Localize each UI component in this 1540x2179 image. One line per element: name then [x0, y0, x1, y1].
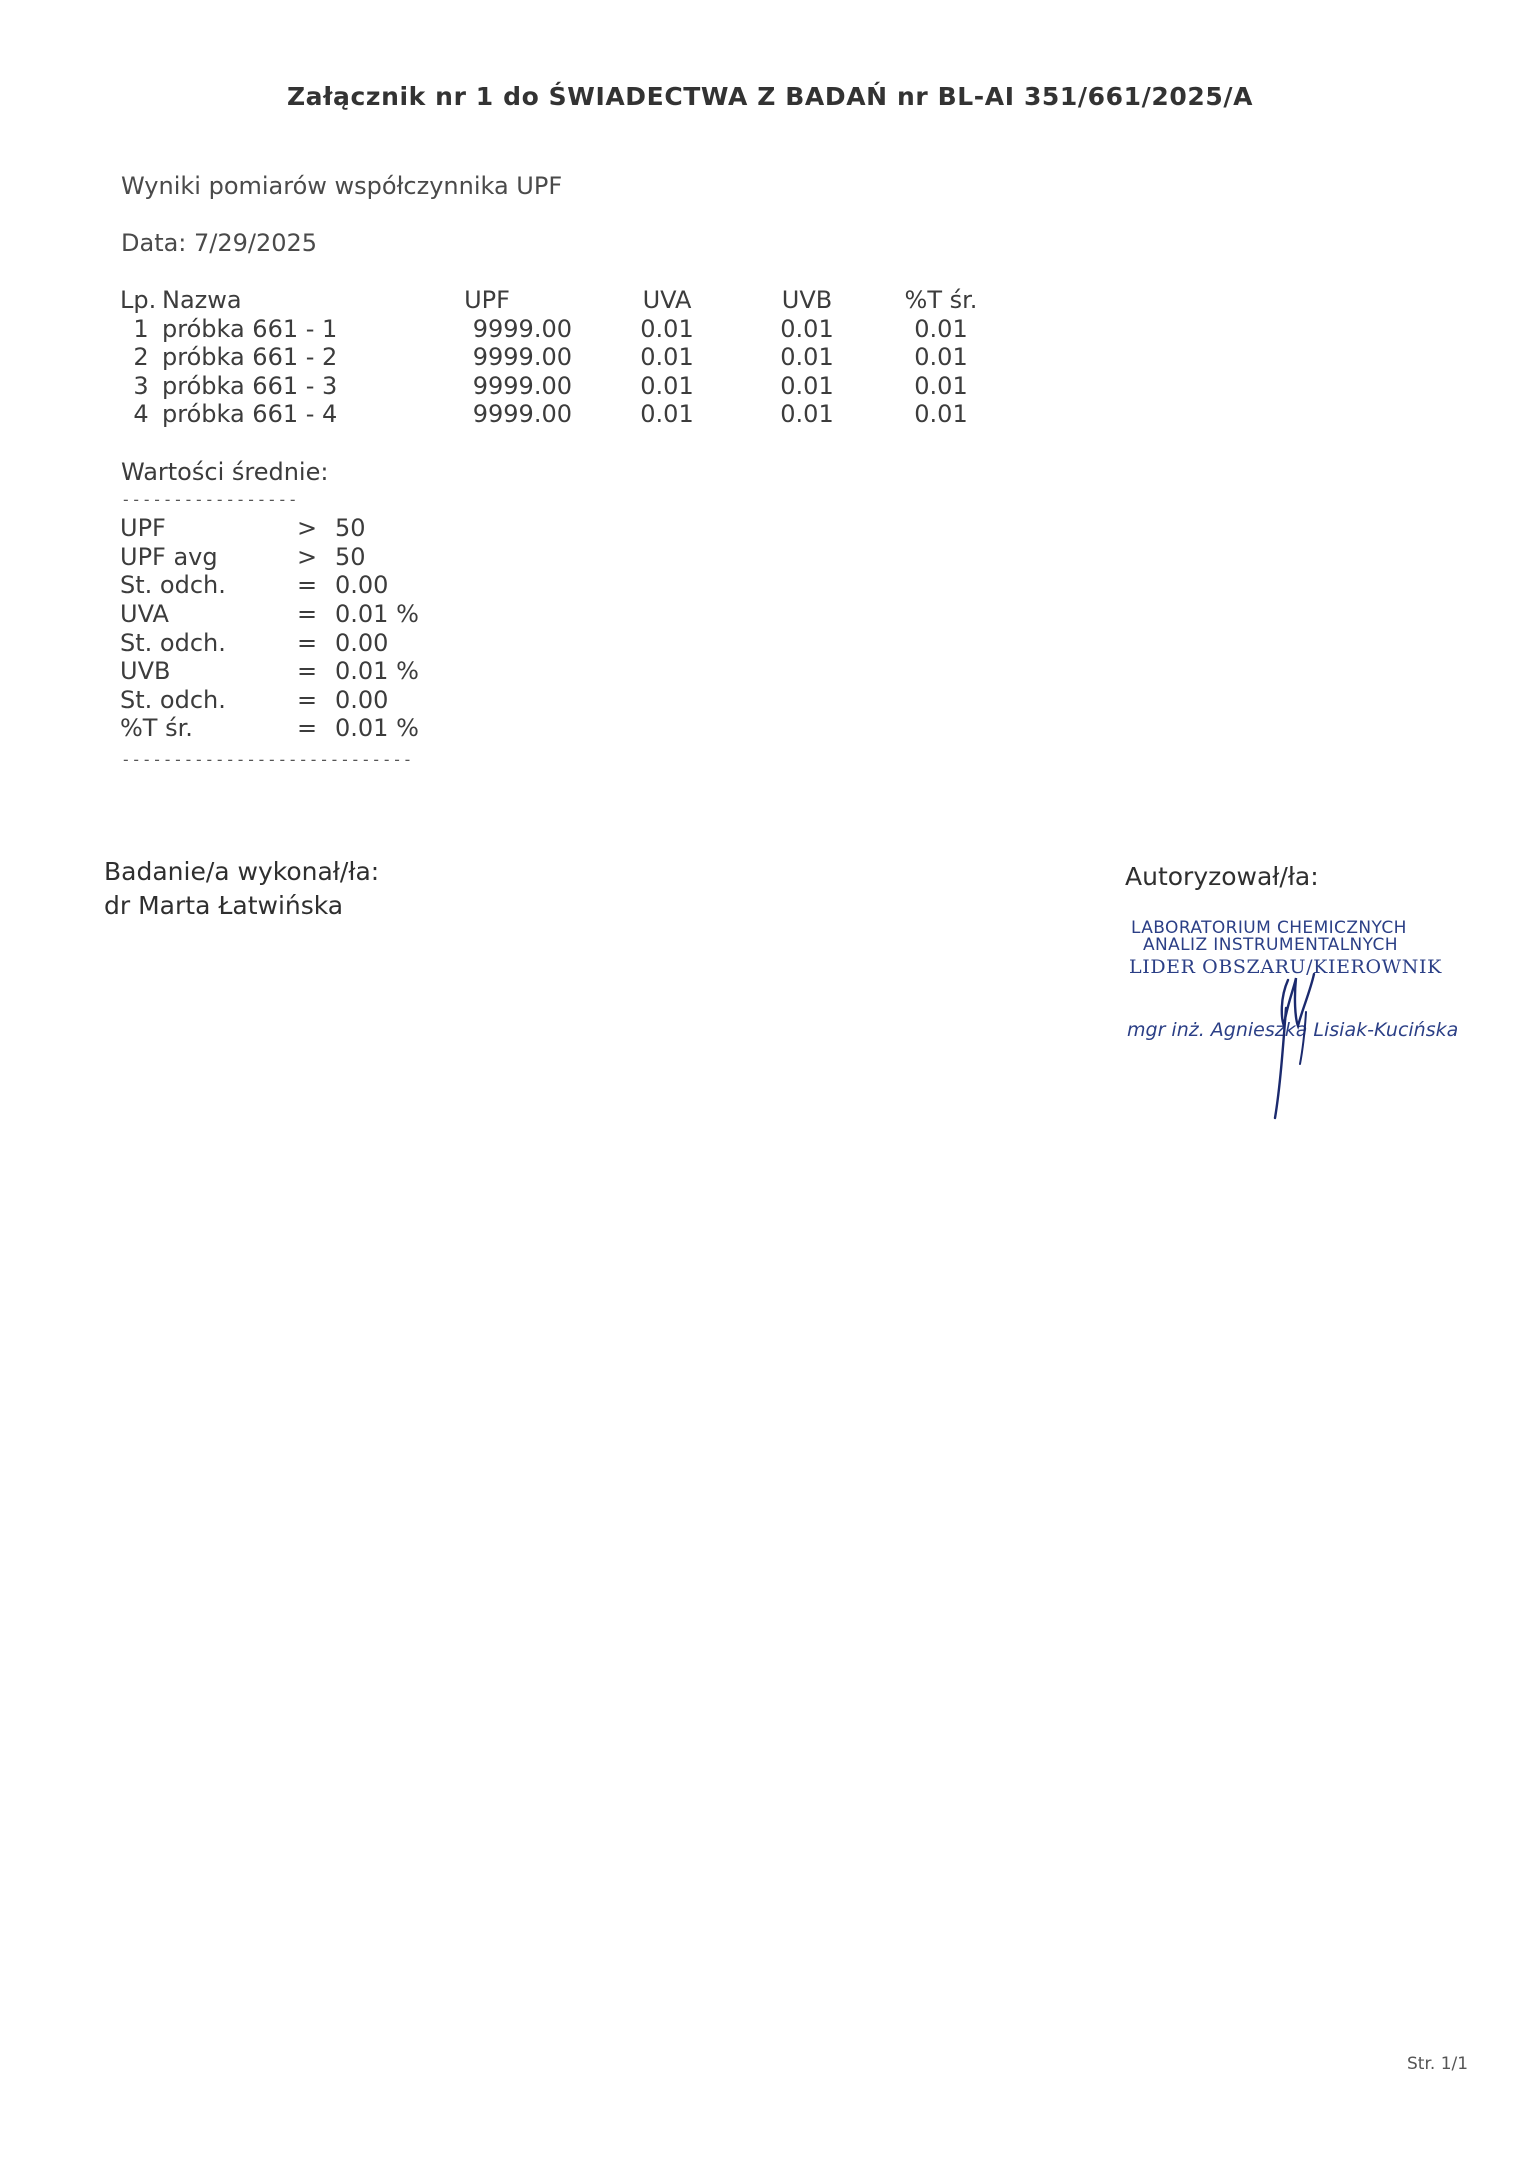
separator-line: ----------------- [121, 490, 299, 509]
cell-lp: 2 [133, 343, 149, 372]
document-title: Załącznik nr 1 do ŚWIADECTWA Z BADAŃ nr BL-AI 351/661/2025/A [286, 82, 1254, 111]
cell-uvb: 0.01 [780, 371, 834, 400]
stat-operator: > [296, 542, 318, 571]
stat-row [120, 628, 419, 657]
stamp-name: mgr inż. Agnieszka Lisiak-Kucińska [1127, 1019, 1459, 1041]
stat-operator: = [296, 714, 318, 743]
stat-value: 50 [335, 542, 366, 571]
performed-by-label: Badanie/a wykonał/ła: [104, 857, 380, 886]
results-header-row [120, 286, 1020, 315]
stat-label: UPF avg [120, 542, 218, 571]
page-number: Str. 1/1 [1407, 2054, 1469, 2074]
cell-lp: 4 [133, 400, 149, 429]
cell-upf: 9999.00 [472, 371, 572, 400]
cell-name: próbka 661 - 1 [162, 314, 338, 343]
table-row [120, 343, 1020, 372]
stat-label: St. odch. [120, 685, 226, 714]
stat-operator: > [296, 514, 318, 543]
cell-t: 0.01 [914, 343, 968, 372]
stat-value: 0.00 [335, 685, 389, 714]
stat-operator: = [296, 571, 318, 600]
cell-upf: 9999.00 [472, 314, 572, 343]
column-header-uvb: UVB [781, 286, 833, 315]
stat-operator: = [296, 628, 318, 657]
stat-value: 0.01 % [335, 657, 419, 686]
cell-uvb: 0.01 [780, 314, 834, 343]
results-subtitle: Wyniki pomiarów współczynnika UPF [121, 172, 563, 200]
column-header-lp: Lp. [120, 286, 157, 315]
averages-table [120, 514, 419, 743]
stat-label: %T śr. [120, 714, 193, 743]
stat-row [120, 571, 419, 600]
stat-row [120, 686, 419, 715]
cell-uva: 0.01 [640, 400, 694, 429]
cell-uva: 0.01 [640, 371, 694, 400]
cell-t: 0.01 [914, 371, 968, 400]
stat-row [120, 543, 419, 572]
separator-line: ---------------------------- [121, 750, 414, 769]
cell-uvb: 0.01 [780, 400, 834, 429]
stat-label: St. odch. [120, 571, 226, 600]
column-header-upf: UPF [464, 286, 510, 315]
stat-label: UVA [120, 600, 169, 629]
stat-row [120, 600, 419, 629]
cell-upf: 9999.00 [472, 343, 572, 372]
stat-row [120, 514, 419, 543]
stat-label: UPF [120, 514, 166, 543]
cell-name: próbka 661 - 4 [162, 400, 338, 429]
cell-name: próbka 661 - 3 [162, 371, 338, 400]
stat-value: 50 [335, 514, 366, 543]
table-row [120, 315, 1020, 344]
authorized-by-label: Autoryzował/ła: [1125, 862, 1319, 891]
measurement-date: Data: 7/29/2025 [121, 229, 318, 257]
stamp-line: LABORATORIUM CHEMICZNYCH [1131, 918, 1407, 938]
averages-title: Wartości średnie: [121, 458, 329, 486]
column-header-name: Nazwa [162, 286, 242, 315]
stat-label: St. odch. [120, 628, 226, 657]
stamp-line: LIDER OBSZARU/KIEROWNIK [1129, 956, 1442, 978]
stamp-line: ANALIZ INSTRUMENTALNYCH [1143, 935, 1398, 955]
stat-row [120, 714, 419, 743]
cell-upf: 9999.00 [472, 400, 572, 429]
stat-value: 0.00 [335, 571, 389, 600]
stat-operator: = [296, 600, 318, 629]
cell-lp: 3 [133, 371, 149, 400]
stat-label: UVB [120, 657, 171, 686]
column-header-uva: UVA [642, 286, 692, 315]
cell-uva: 0.01 [640, 314, 694, 343]
stat-operator: = [296, 685, 318, 714]
cell-lp: 1 [133, 314, 149, 343]
stat-row [120, 657, 419, 686]
cell-t: 0.01 [914, 314, 968, 343]
handwritten-signature [1250, 968, 1330, 1128]
stat-operator: = [296, 657, 318, 686]
results-table [120, 286, 1020, 429]
stat-value: 0.01 % [335, 714, 419, 743]
table-row [120, 372, 1020, 401]
cell-uva: 0.01 [640, 343, 694, 372]
cell-uvb: 0.01 [780, 343, 834, 372]
cell-t: 0.01 [914, 400, 968, 429]
stat-value: 0.00 [335, 628, 389, 657]
column-header-t: %T śr. [904, 286, 978, 315]
table-row [120, 400, 1020, 429]
cell-name: próbka 661 - 2 [162, 343, 338, 372]
stat-value: 0.01 % [335, 600, 419, 629]
performed-by-name: dr Marta Łatwińska [104, 891, 344, 920]
